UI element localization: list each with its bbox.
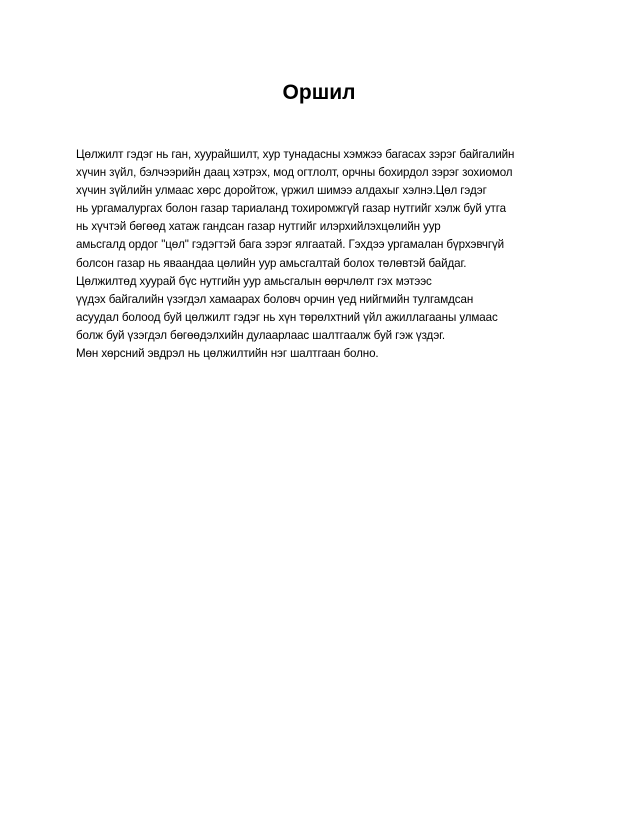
text-line: нь ургамалургах болон газар тариаланд тохиромжгүй газар нутгийг хэлж буй утга [76,202,506,216]
text-line: Цөлжилтөд хуурай бүс нутгийн уур амьсгалын өөрчлөлт гэх мэтээс [76,274,432,288]
text-line: Цөлжилт гэдэг нь ган, хуурайшилт, хур тунадасны хэмжээ багасах зэрэг байгалийн [76,148,515,161]
text-line: амьсгалд ордог "цөл" гэдэгтэй бага зэрэг ялгаатай. Гэхдээ ургамалан бүрхэвчгүй [76,238,505,252]
text-line: хүчин зүйлийн улмаас хөрс доройтож, үржил шимээ алдахыг хэлнэ.Цөл гэдэг [76,184,487,198]
text-line: Мөн хөрсний эвдрэл нь цөлжилтийн нэг шалтгаан болно. [76,347,379,361]
text-line: үүдэх байгалийн үзэгдэл хамаарах боловч орчин үед нийгмийн тулгамдсан [76,292,474,306]
page-title: Оршил [282,81,356,104]
text-line: болж буй үзэгдэл бөгөөдэлхийн дулаарлаас шалтгаалж буй гэж үздэг. [76,328,445,342]
text-line: хүчин зүйл, бэлчээрийн даац хэтрэх, мод огтлолт, орчны бохирдол зэрэг зохиомол [76,166,513,180]
text-line: болсон газар нь яваандаа цөлийн уур амьсгалтай болох төлөвтэй байдаг. [76,256,467,270]
text-line: асуудал болоод буй цөлжилт гэдэг нь хүн төрөлхтний үйл ажиллагааны улмаас [76,310,498,324]
body-paragraph [76,146,576,363]
text-line: нь хүчтэй бөгөөд хатаж гандсан газар нутгийг илэрхийлэхцөлийн уур [76,220,441,234]
